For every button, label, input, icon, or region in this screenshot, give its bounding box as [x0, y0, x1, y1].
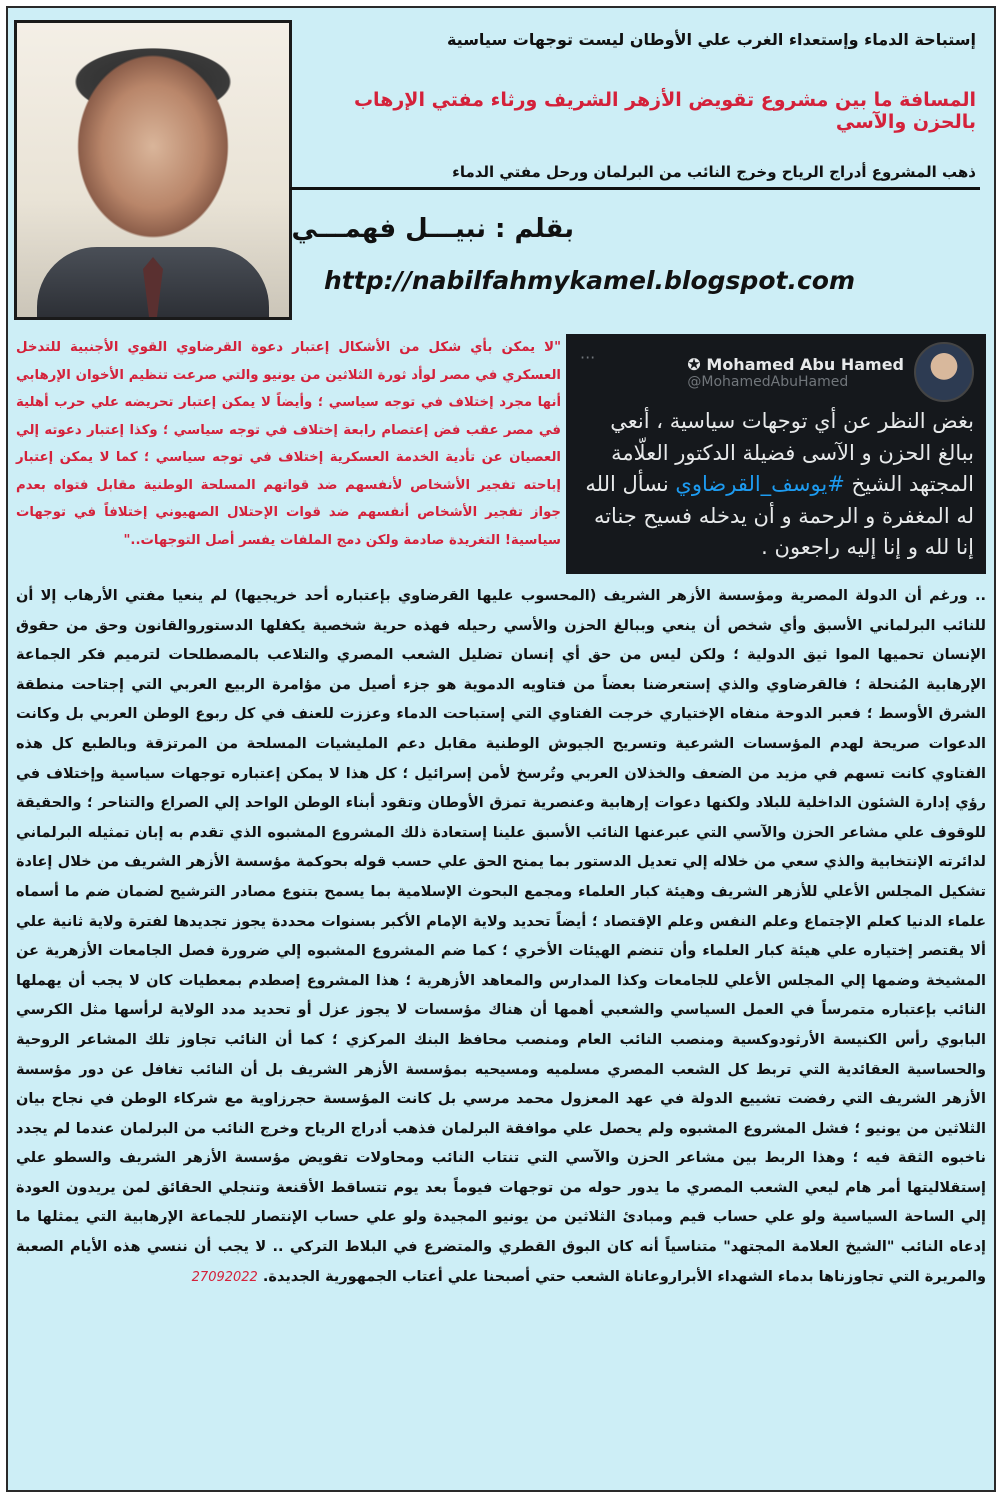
tweet-text-after: نسأل الله له المغفرة و الرحمة و أن يدخله فسيح جناته إنا لله و إنا إليه راجعون .: [585, 472, 974, 559]
tweet-hashtag[interactable]: #يوسف_القرضاوي: [675, 472, 845, 496]
tweet-avatar: [914, 342, 974, 402]
tweet-name-text: Mohamed Abu Hamed: [706, 354, 904, 374]
tweet-handle: @MohamedAbuHamed: [687, 373, 849, 390]
tweet-header: [578, 342, 974, 402]
red-quote: "لا يمكن بأي شكل من الأشكال إعتبار دعوة القرضاوي القوي الأجنبية للتدخل العسكري في مصر لوأد ثورة الثلاثين من يونيو والتي صرعت تنظيم الأخوان الإرهابي أنها مجرد إختلاف في توجه سياسي ؛ وأيضاً لا يمكن إعتبار تحريضه علي حرب أهلية في مصر عقب فض إعتصام رابعة إختلاف في توجه سياسي ؛ وكذا إعتبار دعوته إلي العصيان عن تأدية الخدمة العسكرية إختلاف في توجه سياسي ؛ كما لا يمكن إعتبار إباحته تفجير الأشخاص لأنفسهم ضد قواتهم المسلحة الوطنية مقابل فتواه بعدم جواز تفجير الأشخاص أنفسهم ضد قوات الإحتلال الصهيوني إختلافاً في توجهات سياسية! التغريدة صادمة ولكن دمج الملفات يفسر أصل التوجهات..": [16, 340, 561, 548]
header-divider: [290, 187, 980, 190]
headline-main: المسافة ما بين مشروع تقويض الأزهر الشريف ورثاء مفتي الإرهاب بالحزن والآسي: [353, 89, 976, 133]
headline-sub: ذهب المشروع أدراج الرياح وخرج النائب من البرلمان ورحل مفتي الدماء: [452, 163, 976, 181]
article-body: [16, 582, 986, 1292]
tweet-text: [578, 406, 974, 564]
more-options-icon: ···: [580, 348, 596, 367]
author-byline: بقلم : نبيـــل فهمـــي: [291, 214, 574, 244]
tweet-embed: [566, 334, 986, 574]
article-date: 27092022: [191, 1269, 258, 1285]
verified-badge-icon: ✪: [687, 354, 701, 374]
author-portrait: [14, 20, 292, 320]
article-page: [6, 6, 996, 1492]
tweet-text-before: بغض النظر عن أي توجهات سياسية ، أنعي ببالغ الحزن و الآسى فضيلة الدكتور العلّامة المجتهد الشيخ: [610, 409, 974, 496]
headline-block: [306, 30, 976, 181]
headline-top: إستباحة الدماء وإستعداء الغرب علي الأوطان ليست توجهات سياسية: [446, 30, 976, 49]
tweet-author: [687, 355, 904, 390]
blog-url[interactable]: http://nabilfahmykamel.blogspot.com: [324, 266, 855, 295]
tweet-author-name: [687, 355, 904, 374]
article-body-text: .. ورغم أن الدولة المصرية ومؤسسة الأزهر الشريف (المحسوب عليها القرضاوي بإعتباره أحد خريجيها) لم ينعيا مفتي الأرهاب إلا أن للنائب البرلماني الأسبق وأي شخص أن ينعي وببالغ الحزن والأسي رحيله فهذه حرية شخصية يكفلها الدستوروالقانون وحق من حقوق الإنسان تحميها الموا ثيق الدولية ؛ ولكن ليس من حق أي إنسان تضليل الشعب المصري والتلاعب بالمصطلحات لترميم فكر الجماعة الإرهابية المُنحلة ؛ فالقرضاوي والذي إستعرضنا بعضاً من فتاويه الدموية هو جزء أصيل من مؤامرة الربيع العربي التي إجتاحت منطقة الشرق الأوسط ؛ فعبر الدوحة منفاه الإختياري خرجت الفتاوي التي إستباحت الدماء وعززت للعنف في كل ربوع الوطن العربي بل وكانت الدعوات صريحة لهدم المؤسسات الشرعية وتسريح الجيوش الوطنية مقابل دعم المليشيات المسلحة من المرتزقة وبالطبع كل هذه الفتاوي كانت تسهم في مزيد من الضعف والخذلان العربي وتُرسخ لأمن إسرائيل ؛ كل هذا لا يمكن إعتباره توجهات سياسية وإختلاف في رؤي إدارة الشئون الداخلية للبلاد ولكنها دعوات إرهابية وعنصرية تمزق الأوطان وتقود أبناء الوطن الواحد إلي الصراع والتناحر ؛ والحقيقة للوقوف علي مشاعر الحزن والآسي التي عبرعنها النائب الأسبق علينا إستعادة ذلك المشروع المشبوه الذي تقدم به إبان تمثيله البرلماني لدائرته الإنتخابية والذي سعي من خلاله إلي تعديل الدستور بما يمنح الحق علي حسب قوله بحوكمة مؤسسة الأزهر الشريف من خلال إعادة تشكيل المجلس الأعلي للأزهر الشريف وهيئة كبار العلماء ومجمع البحوث الإسلامية بما يسمح بتنوع مصادر الترشيح لضمان ضم ما أسماه علماء الدنيا كعلم الإجتماع وعلم النفس وعلم الإقتصاد ؛ أيضاً تحديد ولاية الإمام الأكبر بسنوات محددة يجوز تجديدها لفترة ولاية ثانية علي ألا يقتصر إختياره علي هيئة كبار العلماء وأن تنضم الهيئات الأخري ؛ كما ضم المشروع المشبوه إلي ضرورة فصل الجامعات الأزهرية عن المشيخة وضمها إلي المجلس الأعلي للجامعات وكذا المدارس والمعاهد الأزهرية ؛ هذا المشروع إصطدم بمعطيات كان لا يجب أن يهملها النائب بإعتباره متمرساً في العمل السياسي والشعبي أهمها أن هناك مؤسسات لا يجوز عزل أو تحديد مدد الولاية لرأسها مثل الكرسي البابوي رأس الكنيسة الأرثودوكسية ومنصب النائب العام ومنصب محافظ البنك المركزي ؛ كما أن النائب تجاوز تلك المشاعر الروحية والحساسية العقائدية التي تربط كل الشعب المصري مسلميه ومسيحيه بمؤسسة الأزهر الشريف بل أن النائب تغافل عن دور مؤسسة الأزهر الشريف التي رفضت تشييع الدولة في عهد المعزول محمد مرسي بل كانت المؤسسة حجرزاوية مع شركاء الوطن في نجاح بيان الثلاثين من يونيو ؛ فشل المشروع المشبوه ولم يحصل علي موافقة البرلمان فذهب أدراج الرياح وخرج النائب من البرلمان عندما لم يجدد ناخبوه الثقة فيه ؛ وهذا الربط بين مشاعر الحزن والآسي التي تنتاب النائب ومحاولات تقويض مؤسسة الأزهر الشريف والسطو علي إستقلاليتها أمر هام ليعي الشعب المصري ما يدور حوله من توجهات فيوماً بعد يوم تتساقط الأقنعة وتنجلي الحقائق لمن يريدون العودة إلي الساحة السياسية ولو علي حساب قيم ومبادئ الثلاثين من يونيو المجيدة ولو علي حساب الإنتصار للجماعة الإرهابية التي يمثلها ما إدعاه النائب "الشيخ العلامة المجتهد" متناسياً أنه كان البوق القطري والمتضرع في البلاط التركي .. لا يجب أن ننسي هذه الأيام الصعبة والمريرة التي تجاوزناها بدماء الشهداء الأبراروعاناة الشعب حتي أصبحنا علي أعتاب الجمهورية الجديدة.: [16, 588, 986, 1285]
